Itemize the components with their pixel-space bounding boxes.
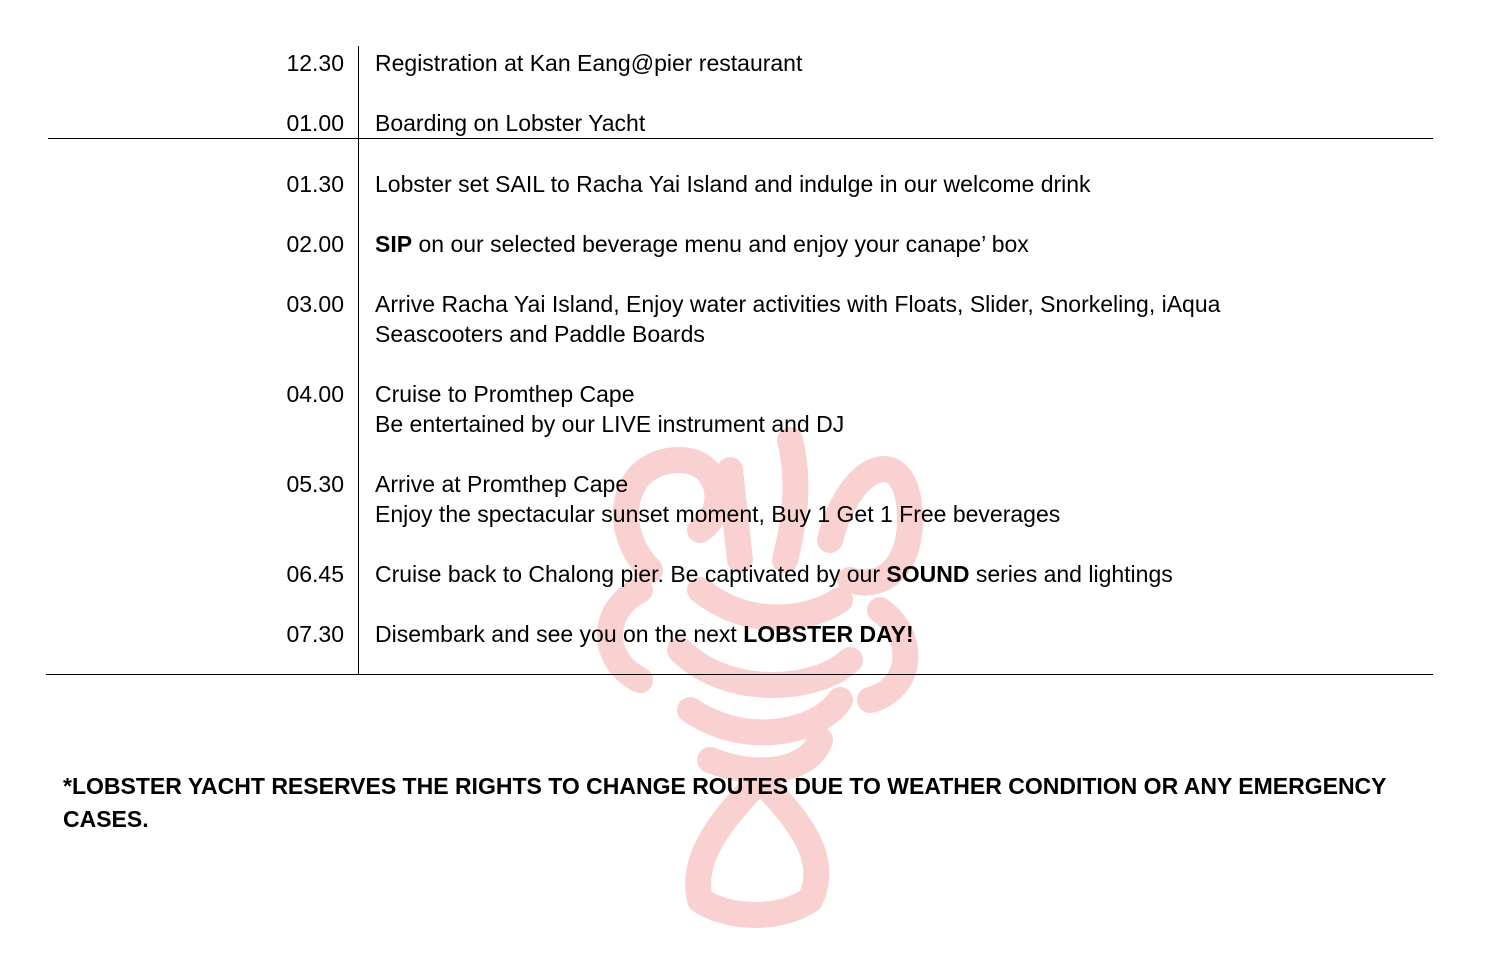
schedule-description — [375, 48, 1425, 78]
description-line — [375, 499, 1425, 529]
description-line — [375, 169, 1425, 199]
highlight-text: LOBSTER DAY! — [743, 621, 914, 647]
description-text: Disembark and see you on the next — [375, 621, 744, 647]
schedule-time: 01.30 — [286, 171, 344, 197]
schedule-description — [375, 108, 1425, 138]
description-text: Be entertained by our LIVE instrument and DJ — [375, 411, 845, 437]
schedule-time: 07.30 — [286, 621, 344, 647]
description-line — [375, 469, 1425, 499]
schedule-description — [375, 229, 1425, 259]
description-text: Lobster set SAIL to Racha Yai Island and indulge in our welcome drink — [375, 171, 1091, 197]
schedule-description — [375, 289, 1425, 349]
description-line — [375, 559, 1425, 589]
description-line — [375, 409, 1425, 439]
description-text: Enjoy the spectacular sunset moment, Buy 1 Get 1 Free beverages — [375, 501, 1061, 527]
description-line — [375, 619, 1425, 649]
description-line — [375, 229, 1425, 259]
schedule-description — [375, 469, 1425, 529]
description-text: on our selected beverage menu and enjoy your canape’ box — [412, 231, 1029, 257]
schedule-time: 05.30 — [286, 471, 344, 497]
description-text: Seascooters and Paddle Boards — [375, 321, 705, 347]
description-line — [375, 48, 1425, 78]
schedule-description — [375, 169, 1425, 199]
description-line — [375, 108, 1425, 138]
highlight-text: SIP — [375, 231, 413, 257]
header-divider — [48, 138, 1433, 139]
description-text: Cruise to Promthep Cape — [375, 381, 635, 407]
description-text: Boarding on Lobster Yacht — [375, 110, 646, 136]
description-text: Arrive at Promthep Cape — [375, 471, 629, 497]
schedule-time: 01.00 — [286, 110, 344, 136]
description-line — [375, 379, 1425, 409]
schedule-time: 06.45 — [286, 561, 344, 587]
disclaimer-text: *LOBSTER YACHT RESERVES THE RIGHTS TO CHANGE ROUTES DUE TO WEATHER CONDITION OR ANY EMERGENCY CASES. — [63, 773, 1387, 832]
highlight-text: SOUND — [886, 561, 970, 587]
description-line — [375, 319, 1425, 349]
description-text: series and lightings — [969, 561, 1173, 587]
description-line — [375, 289, 1425, 319]
schedule-time: 12.30 — [286, 50, 344, 76]
schedule-time: 03.00 — [286, 291, 344, 317]
schedule-description — [375, 619, 1425, 649]
schedule-time: 02.00 — [286, 231, 344, 257]
description-text: Cruise back to Chalong pier. Be captivated by our — [375, 561, 887, 587]
description-text: Registration at Kan Eang@pier restaurant — [375, 50, 803, 76]
time-column-divider — [358, 46, 359, 675]
description-text: Arrive Racha Yai Island, Enjoy water activities with Floats, Slider, Snorkeling, iAqua — [375, 291, 1221, 317]
schedule-bottom-divider — [46, 674, 1433, 675]
schedule-description — [375, 559, 1425, 589]
schedule-time: 04.00 — [286, 381, 344, 407]
schedule-description — [375, 379, 1425, 439]
